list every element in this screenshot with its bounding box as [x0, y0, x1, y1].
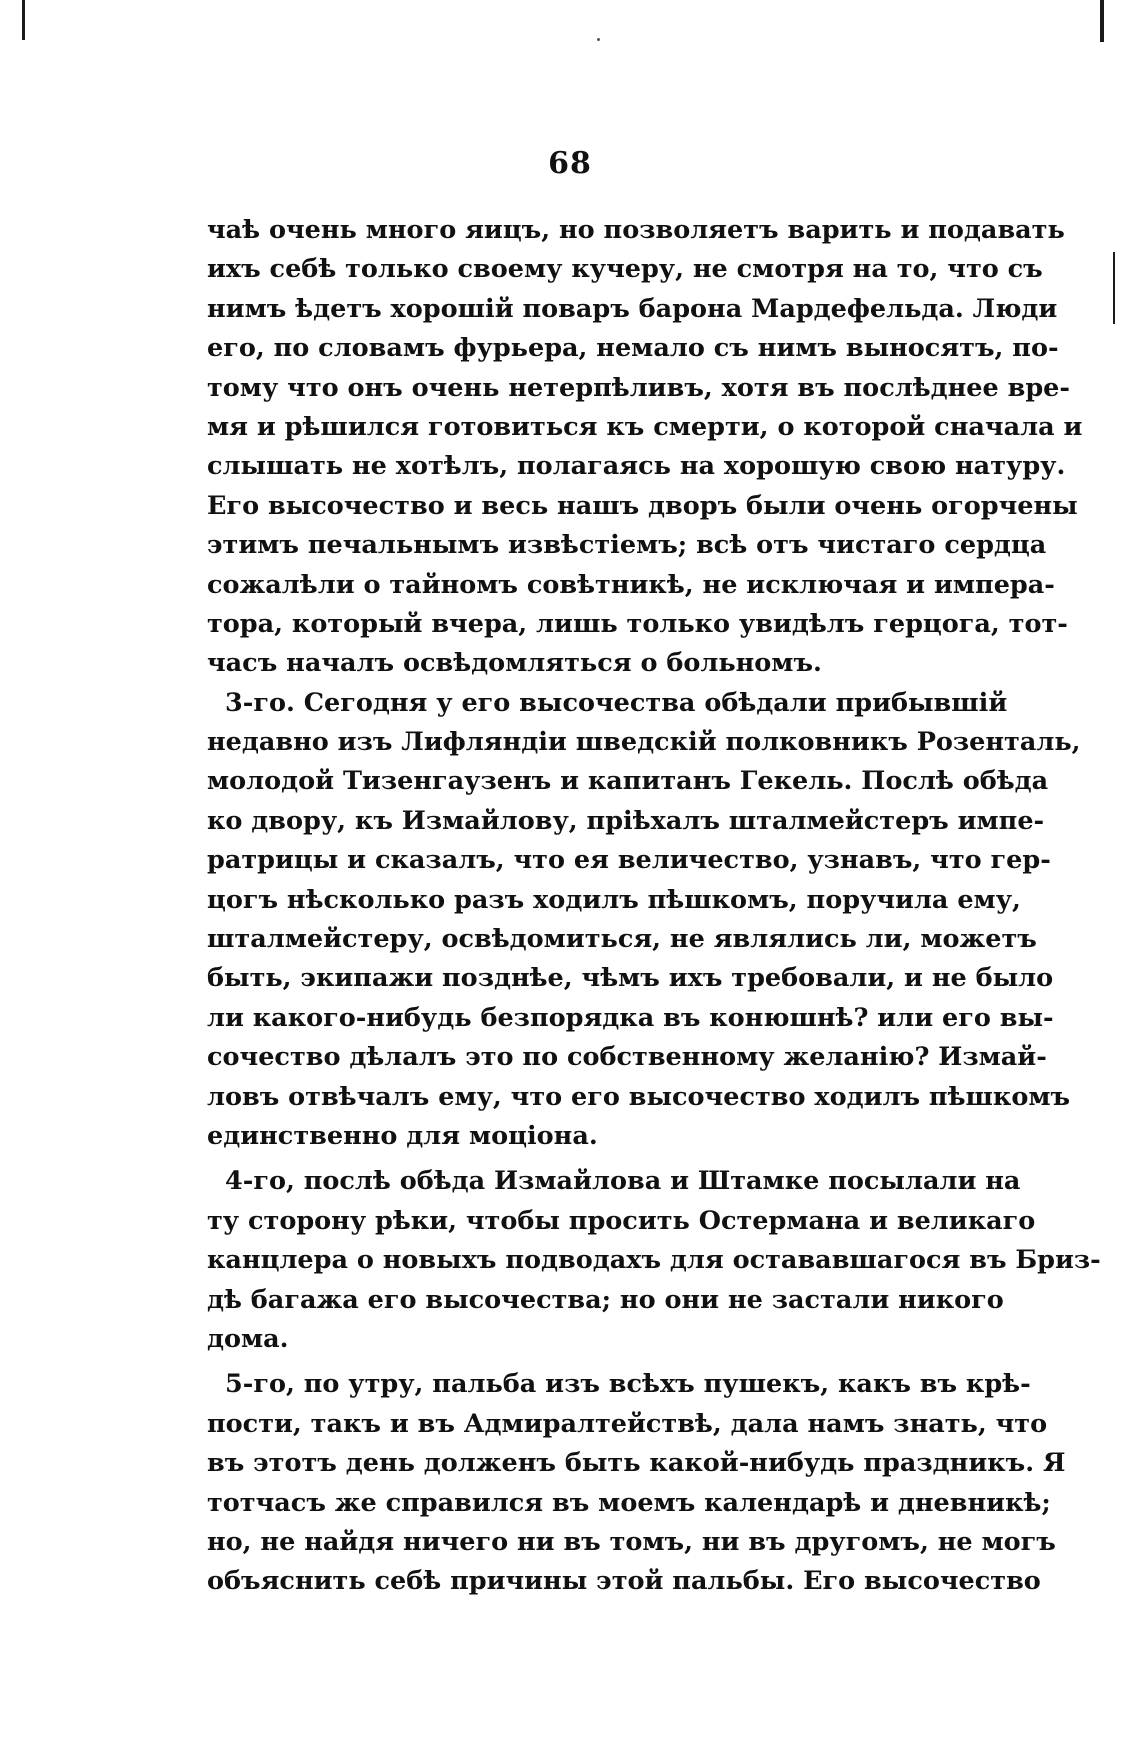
text-line: мя и рѣшился готовиться къ смерти, о которой сначала и [207, 411, 1083, 442]
text-line: ко двору, къ Измайлову, пріѣхалъ шталмейстеръ импе- [207, 805, 1045, 836]
text-line: Его высочество и весь нашъ дворъ были очень огорчены [207, 490, 1078, 521]
body-text [207, 211, 1101, 1602]
text-line: объяснить себѣ причины этой пальбы. Его высочество [207, 1566, 1041, 1597]
text-line: сожалѣли о тайномъ совѣтникѣ, не исключая и импера- [207, 569, 1055, 600]
paragraph-3 [207, 1162, 1101, 1359]
page-number: 68 [548, 146, 592, 181]
text-line: его, по словамъ фурьера, немало съ нимъ выносятъ, по- [207, 333, 1059, 364]
scan-edge-mark [1113, 252, 1115, 324]
text-line: 5-го, по утру, пальба изъ всѣхъ пушекъ, какъ въ крѣ- [225, 1369, 1031, 1400]
text-line: въ этотъ день долженъ быть какой-нибудь праздникъ. Я [207, 1448, 1066, 1479]
text-line: сочество дѣлалъ это по собственному желанію? Измай- [207, 1042, 1047, 1073]
text-line: чаѣ очень много яицъ, но позволяетъ варить и подавать [207, 215, 1065, 245]
text-line: молодой Тизенгаузенъ и капитанъ Гекель. Послѣ обѣда [207, 766, 1049, 797]
text-line: слышать не хотѣлъ, полагаясь на хорошую свою натуру. [207, 451, 1066, 482]
paragraph-1 [207, 211, 1083, 684]
text-line: ли какого-нибудь безпорядка въ конюшнѣ? или его вы- [207, 1002, 1054, 1033]
text-line: быть, экипажи позднѣе, чѣмъ ихъ требовали, и не было [207, 963, 1054, 994]
text-line: тотчасъ же справился въ моемъ календарѣ и дневникѣ; [207, 1487, 1051, 1518]
scan-speck [597, 38, 600, 41]
text-line: дома. [207, 1323, 289, 1354]
text-line: недавно изъ Лифляндіи шведскій полковникъ Розенталь, [207, 727, 1081, 758]
text-line: 3-го. Сегодня у его высочества обѣдали прибывшій [225, 687, 1008, 718]
text-line: но, не найдя ничего ни въ томъ, ни въ другомъ, не могъ [207, 1526, 1056, 1557]
text-line: цогъ нѣсколько разъ ходилъ пѣшкомъ, поручила ему, [207, 884, 1021, 915]
text-line: шталмейстеру, освѣдомиться, не являлись ли, можетъ [207, 924, 1037, 955]
text-line: нимъ ѣдетъ хорошій поваръ барона Мардефельда. Люди [207, 293, 1058, 324]
text-line: тора, который вчера, лишь только увидѣлъ герцога, тот- [207, 608, 1068, 639]
text-line: ихъ себѣ только своему кучеру, не смотря на то, что съ [207, 254, 1043, 285]
text-line: единственно для моціона. [207, 1120, 598, 1151]
text-line: канцлера о новыхъ подводахъ для остававшагося въ Бриз- [207, 1245, 1101, 1276]
scan-edge-mark [1100, 0, 1104, 42]
text-line: часъ началъ освѣдомляться о больномъ. [207, 648, 822, 679]
text-line: тому что онъ очень нетерпѣливъ, хотя въ послѣднее вре- [207, 372, 1070, 403]
paragraph-4 [207, 1365, 1066, 1601]
text-line: ратрицы и сказалъ, что ея величество, узнавъ, что гер- [207, 845, 1051, 876]
text-line: этимъ печальнымъ извѣстіемъ; всѣ отъ чистаго сердца [207, 530, 1047, 561]
paragraph-2 [207, 684, 1081, 1157]
text-line: ловъ отвѣчалъ ему, что его высочество ходилъ пѣшкомъ [207, 1081, 1071, 1112]
text-line: 4-го, послѣ обѣда Измайлова и Штамке посылали на [225, 1166, 1021, 1197]
text-line: пости, такъ и въ Адмиралтействѣ, дала намъ знать, что [207, 1408, 1048, 1439]
text-line: дѣ багажа его высочества; но они не застали никого [207, 1284, 1004, 1315]
text-line: ту сторону рѣки, чтобы просить Остермана и великаго [207, 1205, 1036, 1236]
scan-edge-mark [22, 0, 25, 40]
